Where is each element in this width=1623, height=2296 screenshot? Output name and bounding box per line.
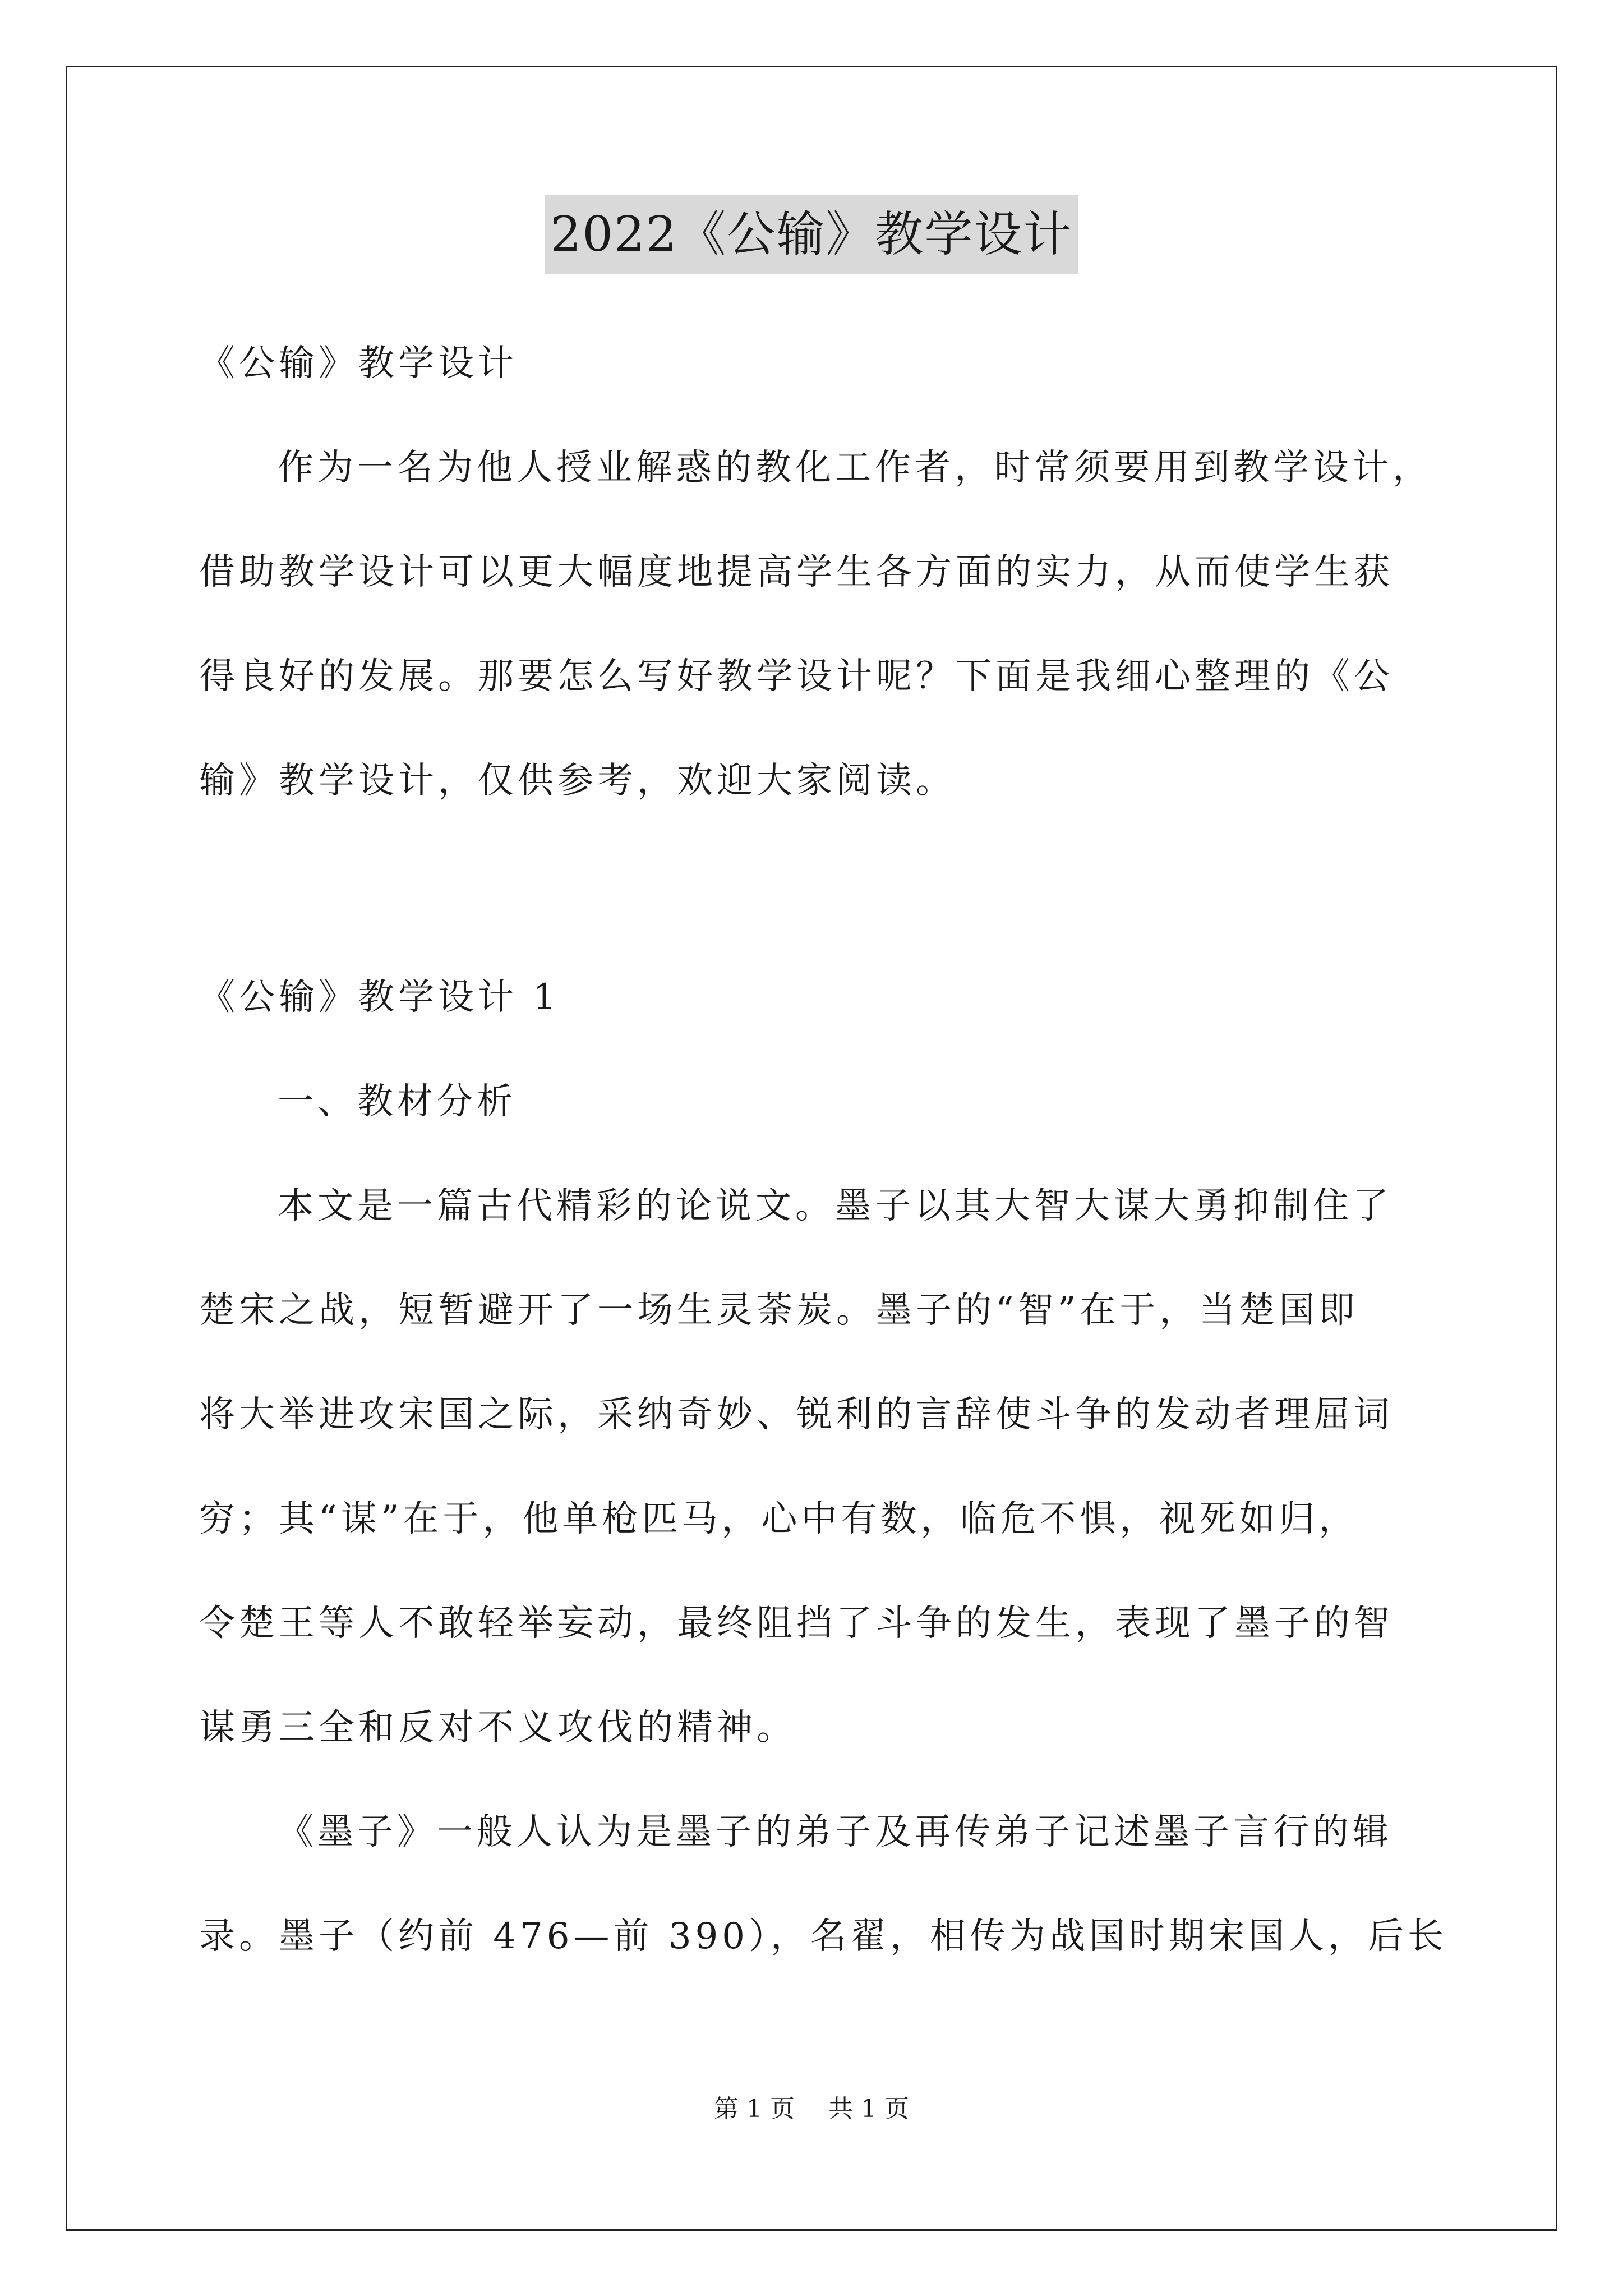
intro-line: 输》教学设计，仅供参考，欢迎大家阅读。 — [199, 760, 956, 802]
paragraph-line: 本文是一篇古代精彩的论说文。墨子以其大智大谋大勇抑制住了 — [278, 1185, 1393, 1227]
document-title — [0, 195, 1623, 274]
document-title-text: 2022《公输》教学设计 — [545, 195, 1078, 274]
paragraph-line: 将大举进攻宋国之际，采纳奇妙、锐利的言辞使斗争的发动者理屈词 — [199, 1394, 1394, 1435]
paragraph-gap — [199, 833, 1444, 945]
total-pages: 共 1 页 — [828, 2095, 909, 2123]
page-number: 第 1 页 — [714, 2095, 795, 2123]
paragraph-line: 令楚王等人不敢轻举妄动，最终阻挡了斗争的发生，表现了墨子的智 — [199, 1603, 1394, 1644]
paragraph-line: 录。墨子（约前 476—前 390），名翟，相传为战国时期宋国人，后长 — [199, 1916, 1447, 1957]
paragraph-line: 谋勇三全和反对不义攻伐的精神。 — [199, 1707, 796, 1749]
intro-line: 借助教学设计可以更大幅度地提高学生各方面的实力，从而使学生获 — [199, 551, 1394, 593]
intro-line: 得良好的发展。那要怎么写好教学设计呢？下面是我细心整理的《公 — [199, 656, 1394, 697]
section-title: 《公输》教学设计 1 — [199, 977, 560, 1018]
intro-line: 作为一名为他人授业解惑的教化工作者，时常须要用到教学设计， — [278, 447, 1432, 489]
document-body — [199, 311, 1447, 1989]
paragraph-line: 穷；其“谋”在于，他单枪匹马，心中有数，临危不惧，视死如归， — [199, 1498, 1359, 1540]
paragraph-line: 楚宋之战，短暂避开了一场生灵荼炭。墨子的“智”在于，当楚国即 — [199, 1290, 1359, 1331]
subtitle: 《公输》教学设计 — [199, 343, 518, 384]
page-footer — [0, 2092, 1623, 2126]
section-heading: 一、教材分析 — [278, 1081, 517, 1122]
paragraph-line: 《墨子》一般人认为是墨子的弟子及再传弟子记述墨子言行的辑 — [278, 1811, 1393, 1853]
